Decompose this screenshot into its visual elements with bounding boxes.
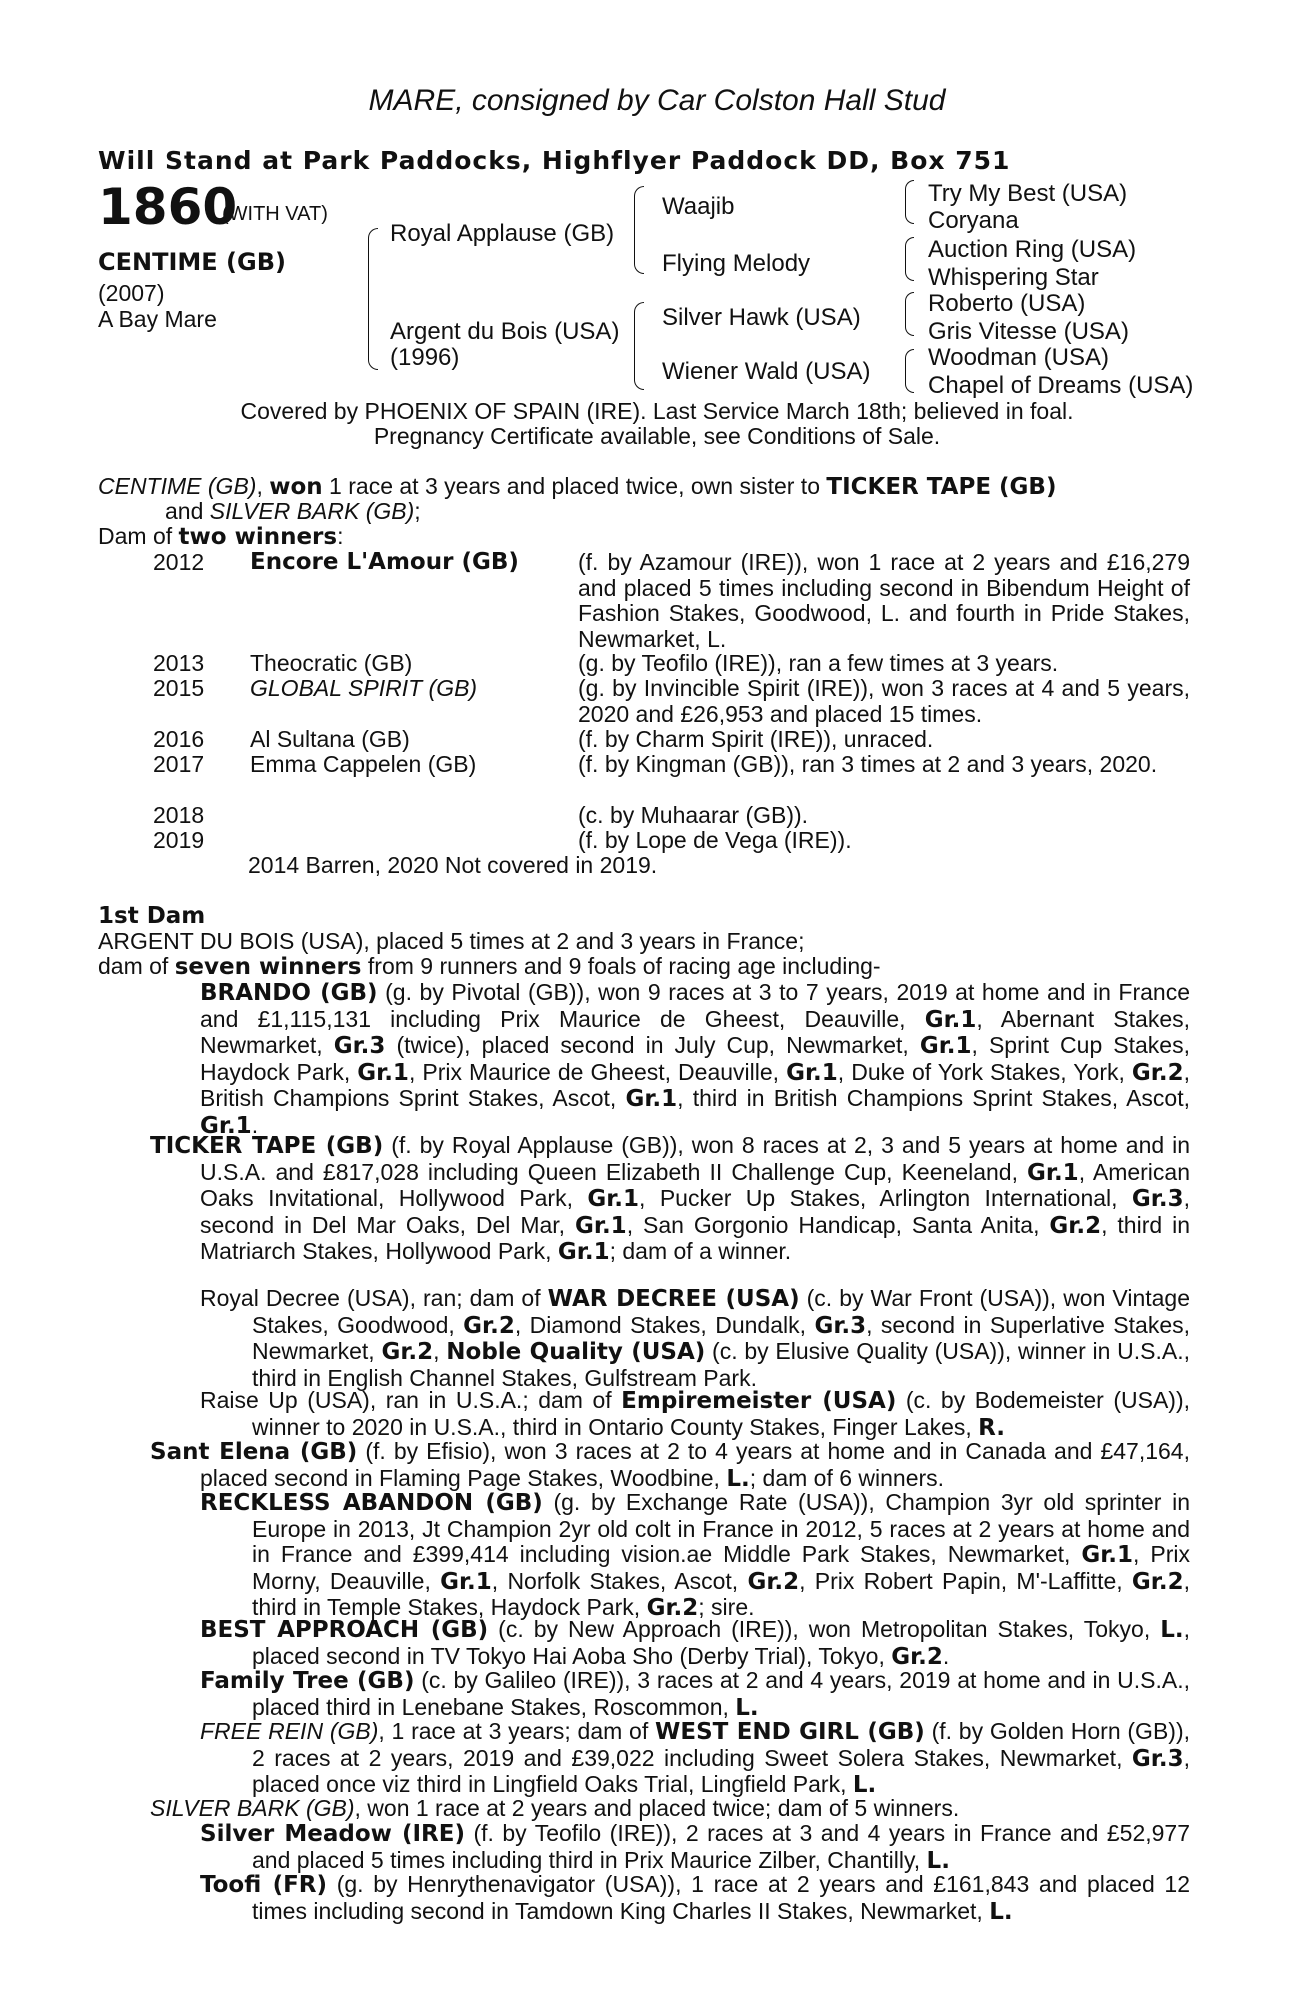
pedigree-grandsire: Waajib <box>662 193 735 220</box>
pedigree-bracket <box>905 349 914 393</box>
pedigree-bracket <box>634 186 644 274</box>
pedigree-ancestor: Auction Ring (USA) <box>928 236 1137 263</box>
vat-note: (WITH VAT) <box>222 203 328 225</box>
produce-row: 2017 Emma Cappelen (GB) (f. by Kingman (GB)), ran 3 times at 2 and 3 years, 2020. <box>153 751 1158 777</box>
pedigree-grandsire: Silver Hawk (USA) <box>662 304 861 331</box>
foaling-year: (2007) <box>98 280 165 306</box>
pedigree-granddam: Flying Melody <box>662 250 811 277</box>
pedigree-bracket <box>368 228 378 370</box>
produce-footnote: 2014 Barren, 2020 Not covered in 2019. <box>248 852 658 878</box>
progeny-entry: Family Tree (GB) (c. by Galileo (IRE)), 3 races at 2 and 4 years, 2019 at home and in U.S.A., placed third in Lenebane Stakes, Roscommon, L. <box>200 1667 1191 1721</box>
produce-row: 2013 Theocratic (GB) (g. by Teofilo (IRE)), ran a few times at 3 years. <box>153 650 1059 676</box>
progeny-entry: BRANDO (GB) (g. by Pivotal (GB)), won 9 races at 3 to 7 years, 2019 at home and in France and £1,115,131 including Prix Maurice de Gheest, Deauville, Gr.1, Abernant Stakes, Newmarket, Gr.3 (twice), placed second in July Cup, Newmarket, Gr.1, Sprint Cup Stakes, Haydock Park, Gr.1, Prix Maurice de Gheest, Deauville, Gr.1, Duke of York Stakes, York, Gr.2, British Champions Sprint Stakes, Ascot, Gr.1, third in British Champions Sprint Stakes, Ascot, Gr.1. <box>200 979 1191 1139</box>
progeny-entry: FREE REIN (GB), 1 race at 3 years; dam of WEST END GIRL (GB) (f. by Golden Horn (GB)), 2 races at 2 years, 2019 and £39,022 including Sweet Solera Stakes, Newmarket, Gr.3, placed once viz third in Lingfield Oaks Trial, Lingfield Park, L. <box>200 1718 1190 1798</box>
dam-of-line: Dam of two winners: <box>98 523 344 550</box>
horse-description: A Bay Mare <box>98 306 217 332</box>
first-dam-summary: dam of seven winners from 9 runners and 9 foals of racing age including- <box>98 953 881 980</box>
pedigree-dam-year: (1996) <box>390 344 460 371</box>
pedigree-sire: Royal Applause (GB) <box>390 220 615 247</box>
sibling-name: SILVER BARK (GB) <box>209 498 415 524</box>
produce-row: 2015 GLOBAL SPIRIT (GB) (g. by Invincible Spirit (IRE)), won 3 races at 4 and 5 years, 2020 and £26,953 and placed 15 times. <box>153 675 1190 727</box>
progeny-entry: TICKER TAPE (GB) (f. by Royal Applause (GB)), won 8 races at 2, 3 and 5 years at home and in U.S.A. and £817,028 including Queen Elizabeth II Challenge Cup, Keeneland, Gr.1, American Oaks Invitational, Hollywood Park, Gr.1, Pucker Up Stakes, Arlington International, Gr.3, second in Del Mar Oaks, Del Mar, Gr.1, San Gorgonio Handicap, Santa Anita, Gr.2, third in Matriarch Stakes, Hollywood Park, Gr.1; dam of a winner. <box>150 1132 1191 1265</box>
sibling-name: TICKER TAPE (GB) <box>826 474 1057 500</box>
pedigree-ancestor: Chapel of Dreams (USA) <box>928 372 1194 399</box>
won-label: won <box>269 474 323 500</box>
pedigree-bracket <box>905 180 914 224</box>
lot-number: 1860 <box>98 178 238 236</box>
progeny-entry: BEST APPROACH (GB) (c. by New Approach (IRE)), won Metropolitan Stakes, Tokyo, L., placed second in TV Tokyo Hai Aoba Sho (Derby Trial), Tokyo, Gr.2. <box>200 1616 1190 1670</box>
covering-note: Covered by PHOENIX OF SPAIN (IRE). Last Service March 18th; believed in foal. <box>240 398 1074 424</box>
pregnancy-note: Pregnancy Certificate available, see Conditions of Sale. <box>373 423 941 449</box>
pedigree-ancestor: Whispering Star <box>928 264 1099 291</box>
produce-row: 2012 Encore L'Amour (GB) (f. by Azamour (IRE)), won 1 race at 2 years and £16,279 and placed 5 times including second in Bibendum Height of Fashion Stakes, Goodwood, L. and fourth in Pride Stakes, Newmarket, L. <box>153 549 1190 652</box>
pedigree-ancestor: Roberto (USA) <box>928 290 1086 317</box>
mare-summary-cont: and SILVER BARK (GB); <box>165 498 421 524</box>
first-dam-line: ARGENT DU BOIS (USA), placed 5 times at 2 and 3 years in France; <box>98 928 805 954</box>
pedigree-bracket <box>905 292 914 336</box>
stand-location: Will Stand at Park Paddocks, Highflyer Paddock DD, Box 751 <box>98 146 1011 175</box>
pedigree-bracket <box>905 237 914 281</box>
produce-row: 2019 (f. by Lope de Vega (IRE)). <box>153 827 852 853</box>
pedigree-ancestor: Coryana <box>928 207 1019 234</box>
produce-row: 2018 (c. by Muhaarar (GB)). <box>153 802 809 828</box>
pedigree-ancestor: Gris Vitesse (USA) <box>928 318 1129 345</box>
progeny-entry: RECKLESS ABANDON (GB) (g. by Exchange Rate (USA)), Champion 3yr old sprinter in Europe in 2013, Jt Champion 2yr old colt in France in 2012, 5 races at 2 years at home and in France and £399,414 including vision.ae Middle Park Stakes, Newmarket, Gr.1, Prix Morny, Deauville, Gr.1, Norfolk Stakes, Ascot, Gr.2, Prix Robert Papin, M'-Laffitte, Gr.2, third in Temple Stakes, Haydock Park, Gr.2; sire. <box>200 1489 1191 1621</box>
progeny-entry: Raise Up (USA), ran in U.S.A.; dam of Empiremeister (USA) (c. by Bodemeister (USA)), winner to 2020 in U.S.A., third in Ontario County Stakes, Finger Lakes, R. <box>200 1387 1190 1441</box>
first-dam-heading: 1st Dam <box>98 903 206 929</box>
mare-summary: CENTIME (GB), won 1 race at 3 years and placed twice, own sister to TICKER TAPE (GB) <box>98 473 1057 500</box>
pedigree-granddam: Wiener Wald (USA) <box>662 358 871 385</box>
pedigree-ancestor: Try My Best (USA) <box>928 180 1128 207</box>
progeny-entry: SILVER BARK (GB), won 1 race at 2 years and placed twice; dam of 5 winners. <box>150 1795 960 1821</box>
progeny-entry: Silver Meadow (IRE) (f. by Teofilo (IRE)), 2 races at 3 and 4 years in France and £52,977 and placed 5 times including third in Prix Maurice Zilber, Chantilly, L. <box>200 1820 1190 1874</box>
progeny-entry: Royal Decree (USA), ran; dam of WAR DECREE (USA) (c. by War Front (USA)), won Vintage Stakes, Goodwood, Gr.2, Diamond Stakes, Dundalk, Gr.3, second in Superlative Stakes, Newmarket, Gr.2, Noble Quality (USA) (c. by Elusive Quality (USA)), winner in U.S.A., third in English Channel Stakes, Gulfstream Park. <box>200 1285 1191 1391</box>
progeny-entry: Toofi (FR) (g. by Henrythenavigator (USA)), 1 race at 2 years and £161,843 and placed 12 times including second in Tamdown King Charles II Stakes, Newmarket, L. <box>200 1871 1190 1925</box>
pedigree-ancestor: Woodman (USA) <box>928 344 1109 371</box>
consignor-heading: MARE, consigned by Car Colston Hall Stud <box>368 84 946 117</box>
horse-name: CENTIME (GB) <box>98 248 286 276</box>
progeny-entry: Sant Elena (GB) (f. by Efisio), won 3 races at 2 to 4 years at home and in Canada and £47,164, placed second in Flaming Page Stakes, Woodbine, L.; dam of 6 winners. <box>150 1438 1190 1492</box>
pedigree-bracket <box>634 302 644 390</box>
produce-row: 2016 Al Sultana (GB) (f. by Charm Spirit (IRE)), unraced. <box>153 726 934 752</box>
mare-name: CENTIME (GB) <box>98 473 257 499</box>
pedigree-dam: Argent du Bois (USA) <box>390 318 620 345</box>
